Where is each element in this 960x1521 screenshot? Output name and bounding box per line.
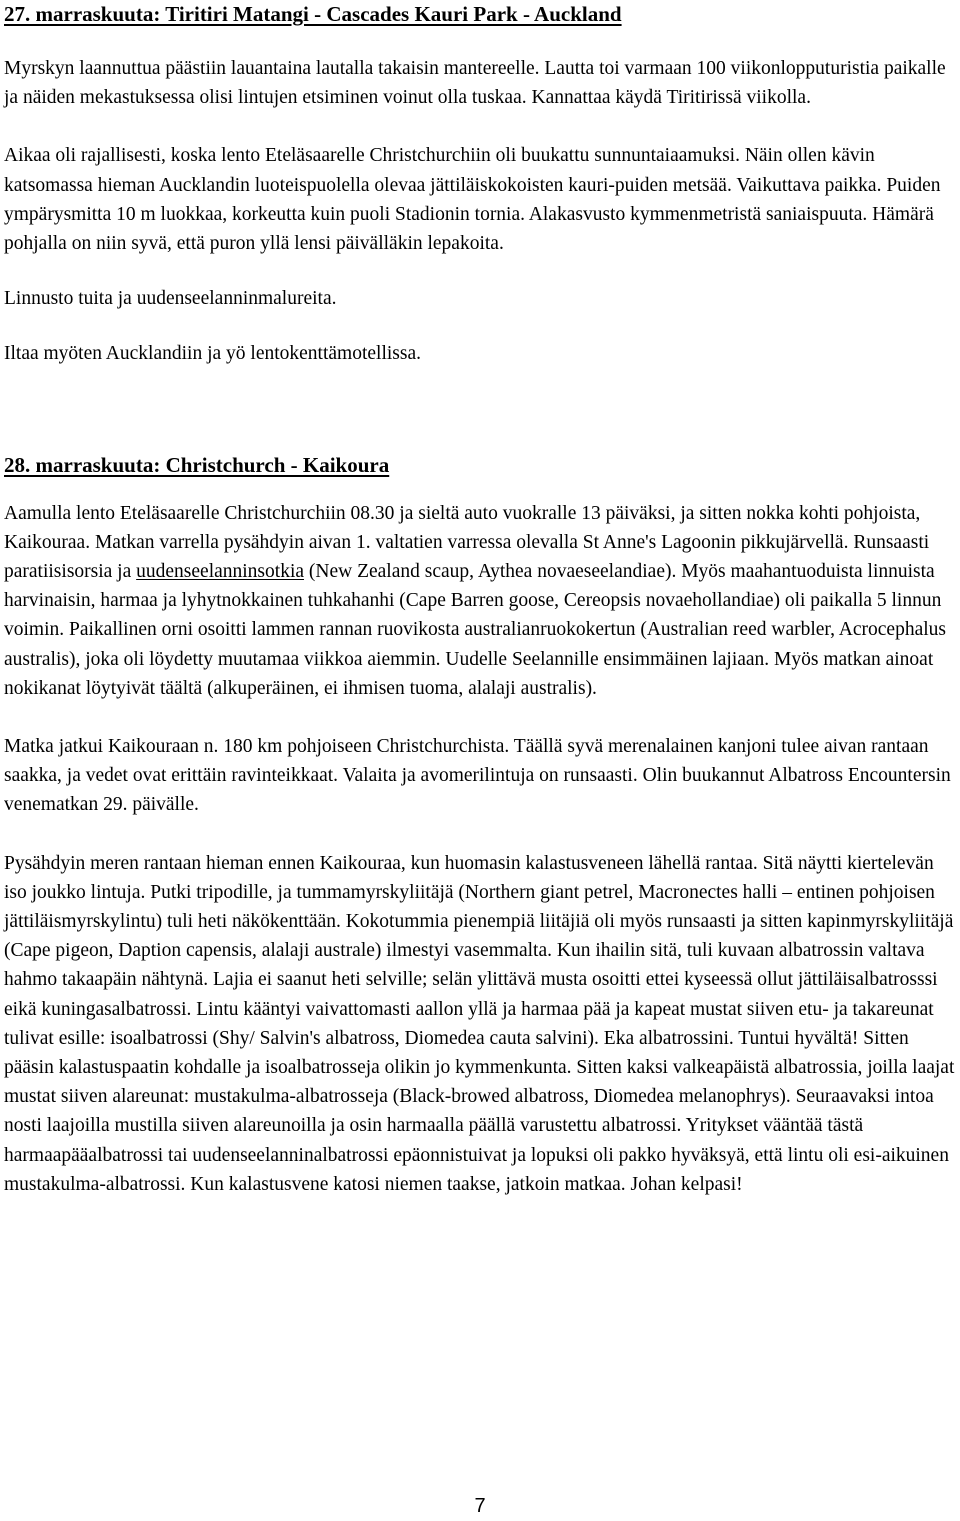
paragraph-text-before-link: Aamulla lento Eteläsaarelle Christchurchiin 08.30 ja sieltä auto vuokralle 13 päiväksi, ja sitten nokka kohti pohjoista, Kaikouraa. Matkan varrella pysähdyin aivan 1. valtatien varressa olevalla St Anne's Lagoonin pikkujärvellä. Runsaasti paratiisisorsia ja [4,502,930,583]
page-number: 7 [474,1495,486,1517]
section-heading-28-november: 28. marraskuuta: Christchurch - Kaikoura [4,452,390,477]
scaup-link[interactable]: uudenseelanninsotkia [136,561,305,583]
paragraph-text-after-link: (New Zealand scaup, Aythea novaeseelandiae). Myös maahantuoduista linnuista harvinaisin, harmaa ja lyhytnokkainen tuhkahanhi (Cape Barren goose, Cereopsis novaehollandiae) oli paikalla 5 linnun voimin. Paikallinen orni osoitti lammen rannan ruovikosta australianruokokertun (Australian reed warbler, Acrocephalus australis), joka oli löydetty muutamaa viikkoa aiemmin. Uudelle Seelannille ensimmäinen lajiaan. Myös matkan ainoat nokikanat löytyivät täältä (alkuperäinen, ei ihmisen tuoma, alalaji australis). [4,561,946,699]
paragraph-bird-life: Linnusto tuita ja uudenseelanninmalureita. [4,288,337,310]
section-heading-27-november: 27. marraskuuta: Tiritiri Matangi - Cascades Kauri Park - Auckland [4,2,622,26]
document-page [4,0,956,1199]
paragraph-ferry-return: Myrskyn laannuttua päästiin lauantaina lautalla takaisin mantereelle. Lautta toi varmaan 100 viikonlopputuristia paikalle ja näiden mekastuksessa olisi lintujen etsiminen voinut olla tuskaa. Kannattaa käydä Tiritirissä viikolla. [4,58,946,109]
paragraph-st-annes-lagoon [4,499,956,703]
paragraph-auckland-night: Iltaa myöten Aucklandiin ja yö lentokenttämotellissa. [4,343,421,365]
paragraph-kauri-forest: Aikaa oli rajallisesti, koska lento Eteläsaarelle Christchurchiin oli buukattu sunnuntaiaamuksi. Näin ollen kävin katsomassa hieman Aucklandin luoteispuolella olevaa jättiläiskokoisten kauri-puiden metsää. Vaikuttava paikka. Puiden ympärysmitta 10 m luokkaa, korkeutta kuin puoli Stadionin tornia. Alakasvusto kymmenmetristä saniaispuuta. Hämärä pohjalla on niin syvä, että puron yllä lensi päivälläkin lepakoita. [4,145,941,255]
paragraph-kaikoura-journey: Matka jatkui Kaikouraan n. 180 km pohjoiseen Christchurchista. Täällä syvä merenalainen kanjoni tulee aivan rantaan saakka, ja vedet ovat erittäin ravinteikkaat. Valaita ja avomerilintuja on runsaasti. Olin buukannut Albatross Encountersin venematkan 29. päivälle. [4,736,951,816]
paragraph-albatross-sighting: Pysähdyin meren rantaan hieman ennen Kaikouraa, kun huomasin kalastusveneen lähellä rantaa. Sitä näytti kiertelevän iso joukko lintuja. Putki tripodille, ja tummamyrskyliitäjä (Northern giant petrel, Macronectes halli – entinen pohjoisen jättiläismyrskylintu) tuli heti näkökenttään. Kokotummia pienempiä liitäjiä oli myös runsaasti ja sitten kapinmyrskyliitäjä (Cape pigeon, Daption capensis, alalaji australe) ilmestyi vasemmalta. Kun ihailin sitä, tuli kuvaan albatrossin valtava hahmo takaapäin nähtynä. Lajia ei saanut heti selville; selän ylittävä musta osoitti ettei kyseessä ollut jättiläisalbatrosssi eikä kuningasalbatrossi. Lintu kääntyi vaivattomasti aallon yllä ja harmaa pää ja kapeat mustat siiven etu- ja takareunat tulivat esille: isoalbatrossi (Shy/ Salvin's albatross, Diomedea cauta salvini). Eka albatrossini. Tuntui hyvältä! Sitten pääsin kalastuspaatin kohdalle ja isoalbatrosseja olikin jo kymmenkunta. Sitten kaksi valkeapäistä albatrossia, joilla laajat mustat siiven alareunat: mustakulma-albatrosseja (Black-browed albatross, Diomedea melanophrys). Seuraavaksi intoa nosti laajoilla mustilla siiven alareunoilla ja osin harmaalla päällä varustettu albatrossi. Yritykset vääntää tästä harmaapääalbatrossi tai uudenseelanninalbatrossi epäonnistuivat ja lopuksi oli pakko hyväksyä, että lintu oli esi-aikuinen mustakulma-albatrossi. Kun kalastusvene katosi niemen taakse, jatkoin matkaa. Johan kelpasi! [4,852,955,1195]
